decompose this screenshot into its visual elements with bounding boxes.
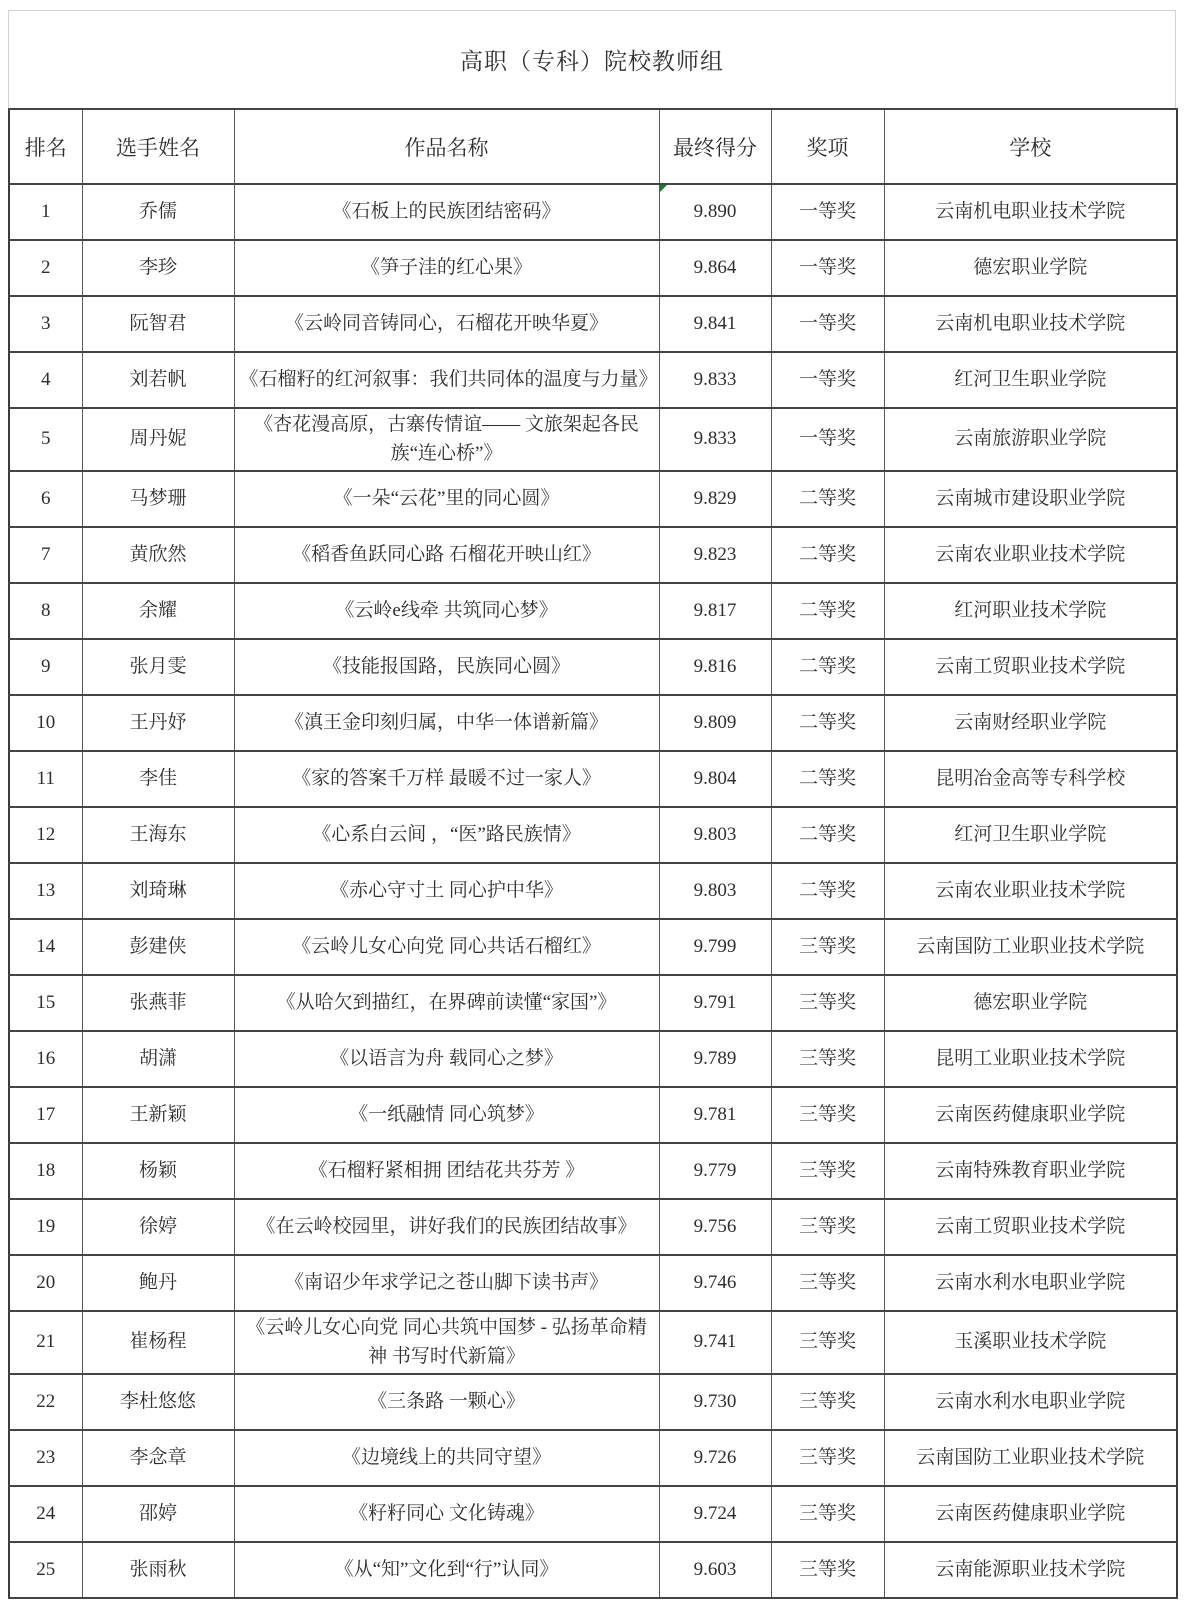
cell-award: 三等奖 — [771, 1087, 884, 1143]
cell-award: 三等奖 — [771, 1031, 884, 1087]
cell-work-title: 《从哈欠到描红，在界碑前读懂“家国”》 — [234, 975, 659, 1031]
column-header-score: 最终得分 — [659, 109, 771, 184]
cell-final-score — [659, 863, 771, 919]
cell-contestant-name: 李佳 — [82, 751, 234, 807]
cell-award: 二等奖 — [771, 639, 884, 695]
results-table — [8, 108, 1178, 1599]
score-text: 9.890 — [693, 200, 737, 222]
cell-contestant-name: 阮智君 — [82, 296, 234, 352]
table-row — [9, 919, 1177, 975]
table-row — [9, 1199, 1177, 1255]
cell-school: 云南城市建设职业学院 — [884, 471, 1177, 527]
score-text: 9.789 — [693, 1047, 737, 1069]
cell-award: 二等奖 — [771, 471, 884, 527]
cell-contestant-name: 鲍丹 — [82, 1255, 234, 1311]
cell-final-score — [659, 1143, 771, 1199]
cell-work-title: 《笋子洼的红心果》 — [234, 240, 659, 296]
cell-school: 云南工贸职业技术学院 — [884, 639, 1177, 695]
cell-work-title: 《一朵“云花”里的同心圆》 — [234, 471, 659, 527]
cell-contestant-name: 彭建侠 — [82, 919, 234, 975]
cell-work-title: 《石榴籽的红河叙事：我们共同体的温度与力量》 — [234, 352, 659, 408]
cell-work-title: 《稻香鱼跃同心路 石榴花开映山红》 — [234, 527, 659, 583]
column-header-school: 学校 — [884, 109, 1177, 184]
cell-school: 云南特殊教育职业学院 — [884, 1143, 1177, 1199]
cell-final-score — [659, 1199, 771, 1255]
cell-contestant-name: 张月雯 — [82, 639, 234, 695]
cell-award: 三等奖 — [771, 1542, 884, 1598]
score-text: 9.730 — [693, 1390, 737, 1412]
score-text: 9.833 — [693, 368, 737, 390]
cell-contestant-name: 马梦珊 — [82, 471, 234, 527]
cell-school: 昆明工业职业技术学院 — [884, 1031, 1177, 1087]
cell-rank: 24 — [9, 1486, 82, 1542]
cell-rank: 23 — [9, 1430, 82, 1486]
spreadsheet-region — [8, 10, 1176, 1599]
column-header-work: 作品名称 — [234, 109, 659, 184]
cell-final-score — [659, 583, 771, 639]
cell-school: 昆明冶金高等专科学校 — [884, 751, 1177, 807]
cell-contestant-name: 胡潇 — [82, 1031, 234, 1087]
cell-contestant-name: 李念章 — [82, 1430, 234, 1486]
column-header-name: 选手姓名 — [82, 109, 234, 184]
score-text: 9.804 — [693, 767, 737, 789]
cell-school: 德宏职业学院 — [884, 975, 1177, 1031]
table-row — [9, 471, 1177, 527]
cell-award: 三等奖 — [771, 919, 884, 975]
cell-contestant-name: 李珍 — [82, 240, 234, 296]
score-text: 9.816 — [693, 655, 737, 677]
cell-rank: 7 — [9, 527, 82, 583]
cell-work-title: 《从“知”文化到“行”认同》 — [234, 1542, 659, 1598]
score-text: 9.829 — [693, 487, 737, 509]
cell-school: 云南水利水电职业学院 — [884, 1255, 1177, 1311]
cell-award: 三等奖 — [771, 975, 884, 1031]
cell-award: 三等奖 — [771, 1255, 884, 1311]
cell-award: 二等奖 — [771, 583, 884, 639]
cell-school: 云南国防工业职业技术学院 — [884, 919, 1177, 975]
cell-work-title: 《籽籽同心 文化铸魂》 — [234, 1486, 659, 1542]
table-row — [9, 1542, 1177, 1598]
cell-school: 云南机电职业技术学院 — [884, 296, 1177, 352]
cell-contestant-name: 张雨秋 — [82, 1542, 234, 1598]
cell-final-score — [659, 296, 771, 352]
table-row — [9, 1087, 1177, 1143]
cell-rank: 3 — [9, 296, 82, 352]
table-row — [9, 1031, 1177, 1087]
cell-final-score — [659, 919, 771, 975]
cell-school: 云南水利水电职业学院 — [884, 1374, 1177, 1430]
cell-rank: 20 — [9, 1255, 82, 1311]
cell-work-title: 《云岭同音铸同心，石榴花开映华夏》 — [234, 296, 659, 352]
cell-final-score — [659, 751, 771, 807]
cell-contestant-name: 崔杨程 — [82, 1311, 234, 1374]
score-text: 9.724 — [693, 1502, 737, 1524]
cell-award: 三等奖 — [771, 1199, 884, 1255]
cell-contestant-name: 刘若帆 — [82, 352, 234, 408]
score-text: 9.746 — [693, 1271, 737, 1293]
cell-work-title: 《三条路 一颗心》 — [234, 1374, 659, 1430]
cell-final-score — [659, 1087, 771, 1143]
score-text: 9.803 — [693, 823, 737, 845]
cell-award: 三等奖 — [771, 1486, 884, 1542]
score-text: 9.841 — [693, 312, 737, 334]
cell-contestant-name: 乔儒 — [82, 184, 234, 240]
cell-school: 云南机电职业技术学院 — [884, 184, 1177, 240]
cell-award: 二等奖 — [771, 527, 884, 583]
score-text: 9.817 — [693, 599, 737, 621]
table-row — [9, 1374, 1177, 1430]
cell-work-title: 《杏花漫高原，古寨传情谊—— 文旅架起各民族“连心桥”》 — [234, 408, 659, 471]
cell-contestant-name: 周丹妮 — [82, 408, 234, 471]
table-row — [9, 1311, 1177, 1374]
cell-school: 云南能源职业技术学院 — [884, 1542, 1177, 1598]
cell-rank: 22 — [9, 1374, 82, 1430]
table-row — [9, 1255, 1177, 1311]
cell-contestant-name: 王海东 — [82, 807, 234, 863]
cell-work-title: 《边境线上的共同守望》 — [234, 1430, 659, 1486]
cell-contestant-name: 黄欣然 — [82, 527, 234, 583]
table-row — [9, 807, 1177, 863]
cell-school: 红河职业技术学院 — [884, 583, 1177, 639]
cell-final-score — [659, 408, 771, 471]
score-text: 9.833 — [693, 428, 737, 450]
cell-award: 三等奖 — [771, 1430, 884, 1486]
score-text: 9.803 — [693, 879, 737, 901]
cell-final-score — [659, 1486, 771, 1542]
title-block — [8, 10, 1176, 108]
cell-final-score — [659, 1430, 771, 1486]
table-row — [9, 527, 1177, 583]
cell-work-title: 《云岭e线牵 共筑同心梦》 — [234, 583, 659, 639]
cell-rank: 8 — [9, 583, 82, 639]
score-text: 9.823 — [693, 543, 737, 565]
table-row — [9, 1486, 1177, 1542]
score-text: 9.726 — [693, 1446, 737, 1468]
score-text: 9.781 — [693, 1103, 737, 1125]
cell-rank: 18 — [9, 1143, 82, 1199]
results-table-body — [9, 184, 1177, 1598]
cell-rank: 21 — [9, 1311, 82, 1374]
table-header-row — [9, 109, 1177, 184]
cell-rank: 19 — [9, 1199, 82, 1255]
cell-school: 云南旅游职业学院 — [884, 408, 1177, 471]
table-row — [9, 975, 1177, 1031]
table-row — [9, 751, 1177, 807]
cell-contestant-name: 杨颖 — [82, 1143, 234, 1199]
table-row — [9, 240, 1177, 296]
cell-work-title: 《心系白云间 ，“医”路民族情》 — [234, 807, 659, 863]
cell-award: 二等奖 — [771, 863, 884, 919]
cell-award: 三等奖 — [771, 1143, 884, 1199]
cell-work-title: 《云岭儿女心向党 同心共话石榴红》 — [234, 919, 659, 975]
cell-final-score — [659, 807, 771, 863]
cell-rank: 11 — [9, 751, 82, 807]
cell-award: 二等奖 — [771, 751, 884, 807]
cell-final-score — [659, 527, 771, 583]
cell-work-title: 《云岭儿女心向党 同心共筑中国梦 - 弘扬革命精神 书写时代新篇》 — [234, 1311, 659, 1374]
table-row — [9, 1143, 1177, 1199]
score-text: 9.864 — [693, 256, 737, 278]
cell-final-score — [659, 639, 771, 695]
score-text: 9.799 — [693, 935, 737, 957]
cell-final-score — [659, 184, 771, 240]
table-row — [9, 408, 1177, 471]
cell-award: 二等奖 — [771, 807, 884, 863]
table-row — [9, 352, 1177, 408]
cell-contestant-name: 刘琦琳 — [82, 863, 234, 919]
cell-rank: 10 — [9, 695, 82, 751]
cell-award: 二等奖 — [771, 695, 884, 751]
cell-final-score — [659, 1542, 771, 1598]
table-row — [9, 1430, 1177, 1486]
cell-rank: 12 — [9, 807, 82, 863]
cell-school: 云南农业职业技术学院 — [884, 863, 1177, 919]
cell-school: 玉溪职业技术学院 — [884, 1311, 1177, 1374]
score-text: 9.603 — [693, 1558, 737, 1580]
cell-school: 德宏职业学院 — [884, 240, 1177, 296]
page-title: 高职（专科）院校教师组 — [460, 49, 724, 74]
cell-school: 云南医药健康职业学院 — [884, 1087, 1177, 1143]
green-triangle-flag-icon — [660, 185, 667, 192]
cell-contestant-name: 王丹妤 — [82, 695, 234, 751]
cell-work-title: 《石榴籽紧相拥 团结花共芬芳 》 — [234, 1143, 659, 1199]
cell-final-score — [659, 352, 771, 408]
cell-final-score — [659, 240, 771, 296]
cell-work-title: 《家的答案千万样 最暖不过一家人》 — [234, 751, 659, 807]
cell-contestant-name: 邵婷 — [82, 1486, 234, 1542]
cell-school: 云南医药健康职业学院 — [884, 1486, 1177, 1542]
cell-final-score — [659, 695, 771, 751]
cell-work-title: 《石板上的民族团结密码》 — [234, 184, 659, 240]
cell-rank: 13 — [9, 863, 82, 919]
cell-award: 一等奖 — [771, 352, 884, 408]
cell-award: 三等奖 — [771, 1311, 884, 1374]
cell-final-score — [659, 1374, 771, 1430]
cell-work-title: 《以语言为舟 载同心之梦》 — [234, 1031, 659, 1087]
cell-rank: 16 — [9, 1031, 82, 1087]
cell-final-score — [659, 975, 771, 1031]
cell-final-score — [659, 1311, 771, 1374]
cell-work-title: 《赤心守寸土 同心护中华》 — [234, 863, 659, 919]
score-text: 9.791 — [693, 991, 737, 1013]
cell-work-title: 《在云岭校园里，讲好我们的民族团结故事》 — [234, 1199, 659, 1255]
cell-rank: 6 — [9, 471, 82, 527]
cell-rank: 4 — [9, 352, 82, 408]
score-text: 9.809 — [693, 711, 737, 733]
cell-school: 云南工贸职业技术学院 — [884, 1199, 1177, 1255]
table-row — [9, 184, 1177, 240]
cell-school: 红河卫生职业学院 — [884, 807, 1177, 863]
cell-work-title: 《南诏少年求学记之苍山脚下读书声》 — [234, 1255, 659, 1311]
cell-contestant-name: 王新颖 — [82, 1087, 234, 1143]
column-header-rank: 排名 — [9, 109, 82, 184]
table-row — [9, 296, 1177, 352]
cell-rank: 2 — [9, 240, 82, 296]
cell-rank: 15 — [9, 975, 82, 1031]
cell-final-score — [659, 1031, 771, 1087]
table-row — [9, 639, 1177, 695]
cell-award: 一等奖 — [771, 184, 884, 240]
cell-work-title: 《滇王金印刻归属，中华一体谱新篇》 — [234, 695, 659, 751]
cell-school: 云南农业职业技术学院 — [884, 527, 1177, 583]
column-header-award: 奖项 — [771, 109, 884, 184]
cell-school: 红河卫生职业学院 — [884, 352, 1177, 408]
cell-award: 一等奖 — [771, 240, 884, 296]
cell-final-score — [659, 1255, 771, 1311]
cell-award: 三等奖 — [771, 1374, 884, 1430]
cell-contestant-name: 张燕菲 — [82, 975, 234, 1031]
cell-rank: 25 — [9, 1542, 82, 1598]
score-text: 9.741 — [693, 1331, 737, 1353]
cell-award: 一等奖 — [771, 296, 884, 352]
table-row — [9, 583, 1177, 639]
table-row — [9, 695, 1177, 751]
cell-work-title: 《技能报国路，民族同心圆》 — [234, 639, 659, 695]
cell-school: 云南国防工业职业技术学院 — [884, 1430, 1177, 1486]
cell-rank: 14 — [9, 919, 82, 975]
cell-contestant-name: 余耀 — [82, 583, 234, 639]
cell-work-title: 《一纸融情 同心筑梦》 — [234, 1087, 659, 1143]
cell-rank: 5 — [9, 408, 82, 471]
cell-contestant-name: 李杜悠悠 — [82, 1374, 234, 1430]
score-text: 9.779 — [693, 1159, 737, 1181]
score-text: 9.756 — [693, 1215, 737, 1237]
cell-contestant-name: 徐婷 — [82, 1199, 234, 1255]
cell-rank: 1 — [9, 184, 82, 240]
cell-final-score — [659, 471, 771, 527]
cell-rank: 17 — [9, 1087, 82, 1143]
cell-school: 云南财经职业学院 — [884, 695, 1177, 751]
cell-rank: 9 — [9, 639, 82, 695]
cell-award: 一等奖 — [771, 408, 884, 471]
table-row — [9, 863, 1177, 919]
